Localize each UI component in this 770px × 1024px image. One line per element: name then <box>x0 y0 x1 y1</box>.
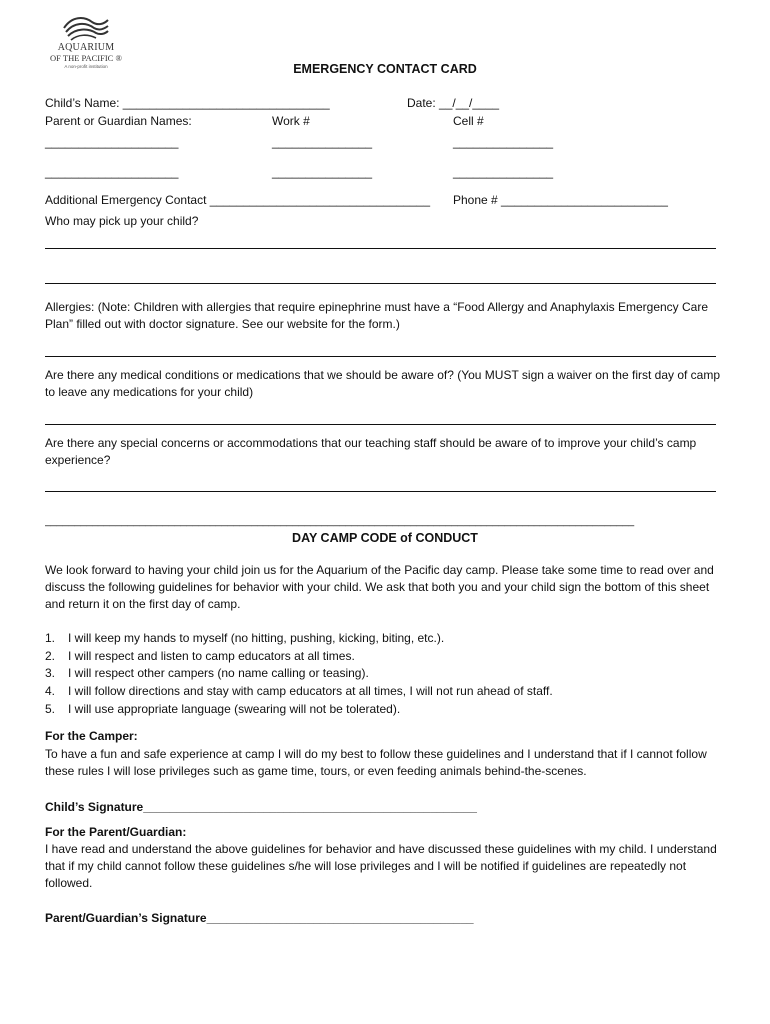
wave-logo-icon <box>62 14 110 42</box>
date-field[interactable]: Date: __/__/____ <box>407 96 500 110</box>
work-2-field[interactable]: _______________ <box>272 165 373 179</box>
allergies-text: Allergies: (Note: Children with allergies that require epinephrine must have a “Food Allergy and Anaphylaxis Emergency Care Plan” filled out with doctor signature. See our website for the form.) <box>45 300 709 331</box>
logo-subname: OF THE PACIFIC ® <box>50 53 122 63</box>
parent-statement: I have read and understand the above guidelines for behavior and have discussed these guidelines with my child. I understand that if my child cannot follow these guidelines s/he will lose privileges and I will be notified if guidelines are repeatedly not followed. <box>45 842 717 890</box>
section-divider: ____________________________________________________________________________________________________ <box>45 515 635 527</box>
rule-number: 4. <box>45 684 56 698</box>
child-signature-field[interactable]: Child’s Signature__________________________________________________ <box>45 800 477 814</box>
work-1-field[interactable]: _______________ <box>272 135 373 149</box>
parent-signature-field[interactable]: Parent/Guardian’s Signature________________________________________ <box>45 911 474 925</box>
conduct-title: DAY CAMP CODE of CONDUCT <box>292 531 478 545</box>
rule-number: 5. <box>45 702 56 716</box>
medical-question: Are there any medical conditions or medications that we should be aware of? (You MUST sign a waiver on the first day of camp to leave any medications for your child) <box>45 368 721 399</box>
pickup-label: Who may pick up your child? <box>45 214 199 228</box>
additional-contact-field[interactable]: Additional Emergency Contact _________________________________ <box>45 193 430 207</box>
cell-label: Cell # <box>453 114 484 128</box>
medical-line[interactable] <box>45 424 716 425</box>
form-title: EMERGENCY CONTACT CARD <box>293 62 477 76</box>
phone-field[interactable]: Phone # _________________________ <box>453 193 668 207</box>
concerns-line[interactable] <box>45 491 716 492</box>
conduct-intro: We look forward to having your child join us for the Aquarium of the Pacific day camp. Please take some time to read over and discuss the following guidelines for behavior with your child. We ask that both you and your child sign the bottom of this sheet and return it on the first day of camp. <box>45 563 714 611</box>
allergies-line[interactable] <box>45 356 716 357</box>
rule-text: I will respect and listen to camp educators at all times. <box>68 649 355 663</box>
work-label: Work # <box>272 114 310 128</box>
rule-number: 1. <box>45 631 56 645</box>
rule-number: 2. <box>45 649 56 663</box>
parent-heading: For the Parent/Guardian: <box>45 825 187 839</box>
logo-name: AQUARIUM <box>57 42 115 53</box>
rule-text: I will use appropriate language (swearing will not be tolerated). <box>68 702 401 716</box>
pickup-line-2[interactable] <box>45 283 716 284</box>
rule-number: 3. <box>45 666 56 680</box>
logo-tagline: A non-profit institution <box>64 64 108 69</box>
pickup-line-1[interactable] <box>45 248 716 249</box>
childs-name-field[interactable]: Child’s Name: _______________________________ <box>45 96 330 110</box>
rule-text: I will respect other campers (no name calling or teasing). <box>68 666 369 680</box>
camper-pledge: To have a fun and safe experience at camp I will do my best to follow these guidelines and I understand that if I cannot follow these rules I will lose privileges such as game time, tours, or even feeding animals behind-the-scenes. <box>45 747 707 778</box>
rule-text: I will follow directions and stay with camp educators at all times, I will not run ahead of staff. <box>68 684 553 698</box>
concerns-question: Are there any special concerns or accommodations that our teaching staff should be aware of to improve your child’s camp experience? <box>45 436 697 467</box>
parent-name-1-field[interactable]: ____________________ <box>45 135 179 149</box>
rule-text: I will keep my hands to myself (no hitting, pushing, kicking, biting, etc.). <box>68 631 445 645</box>
parent-names-label: Parent or Guardian Names: <box>45 114 192 128</box>
parent-name-2-field[interactable]: ____________________ <box>45 165 179 179</box>
camper-heading: For the Camper: <box>45 729 138 743</box>
cell-1-field[interactable]: _______________ <box>453 135 554 149</box>
cell-2-field[interactable]: _______________ <box>453 165 554 179</box>
